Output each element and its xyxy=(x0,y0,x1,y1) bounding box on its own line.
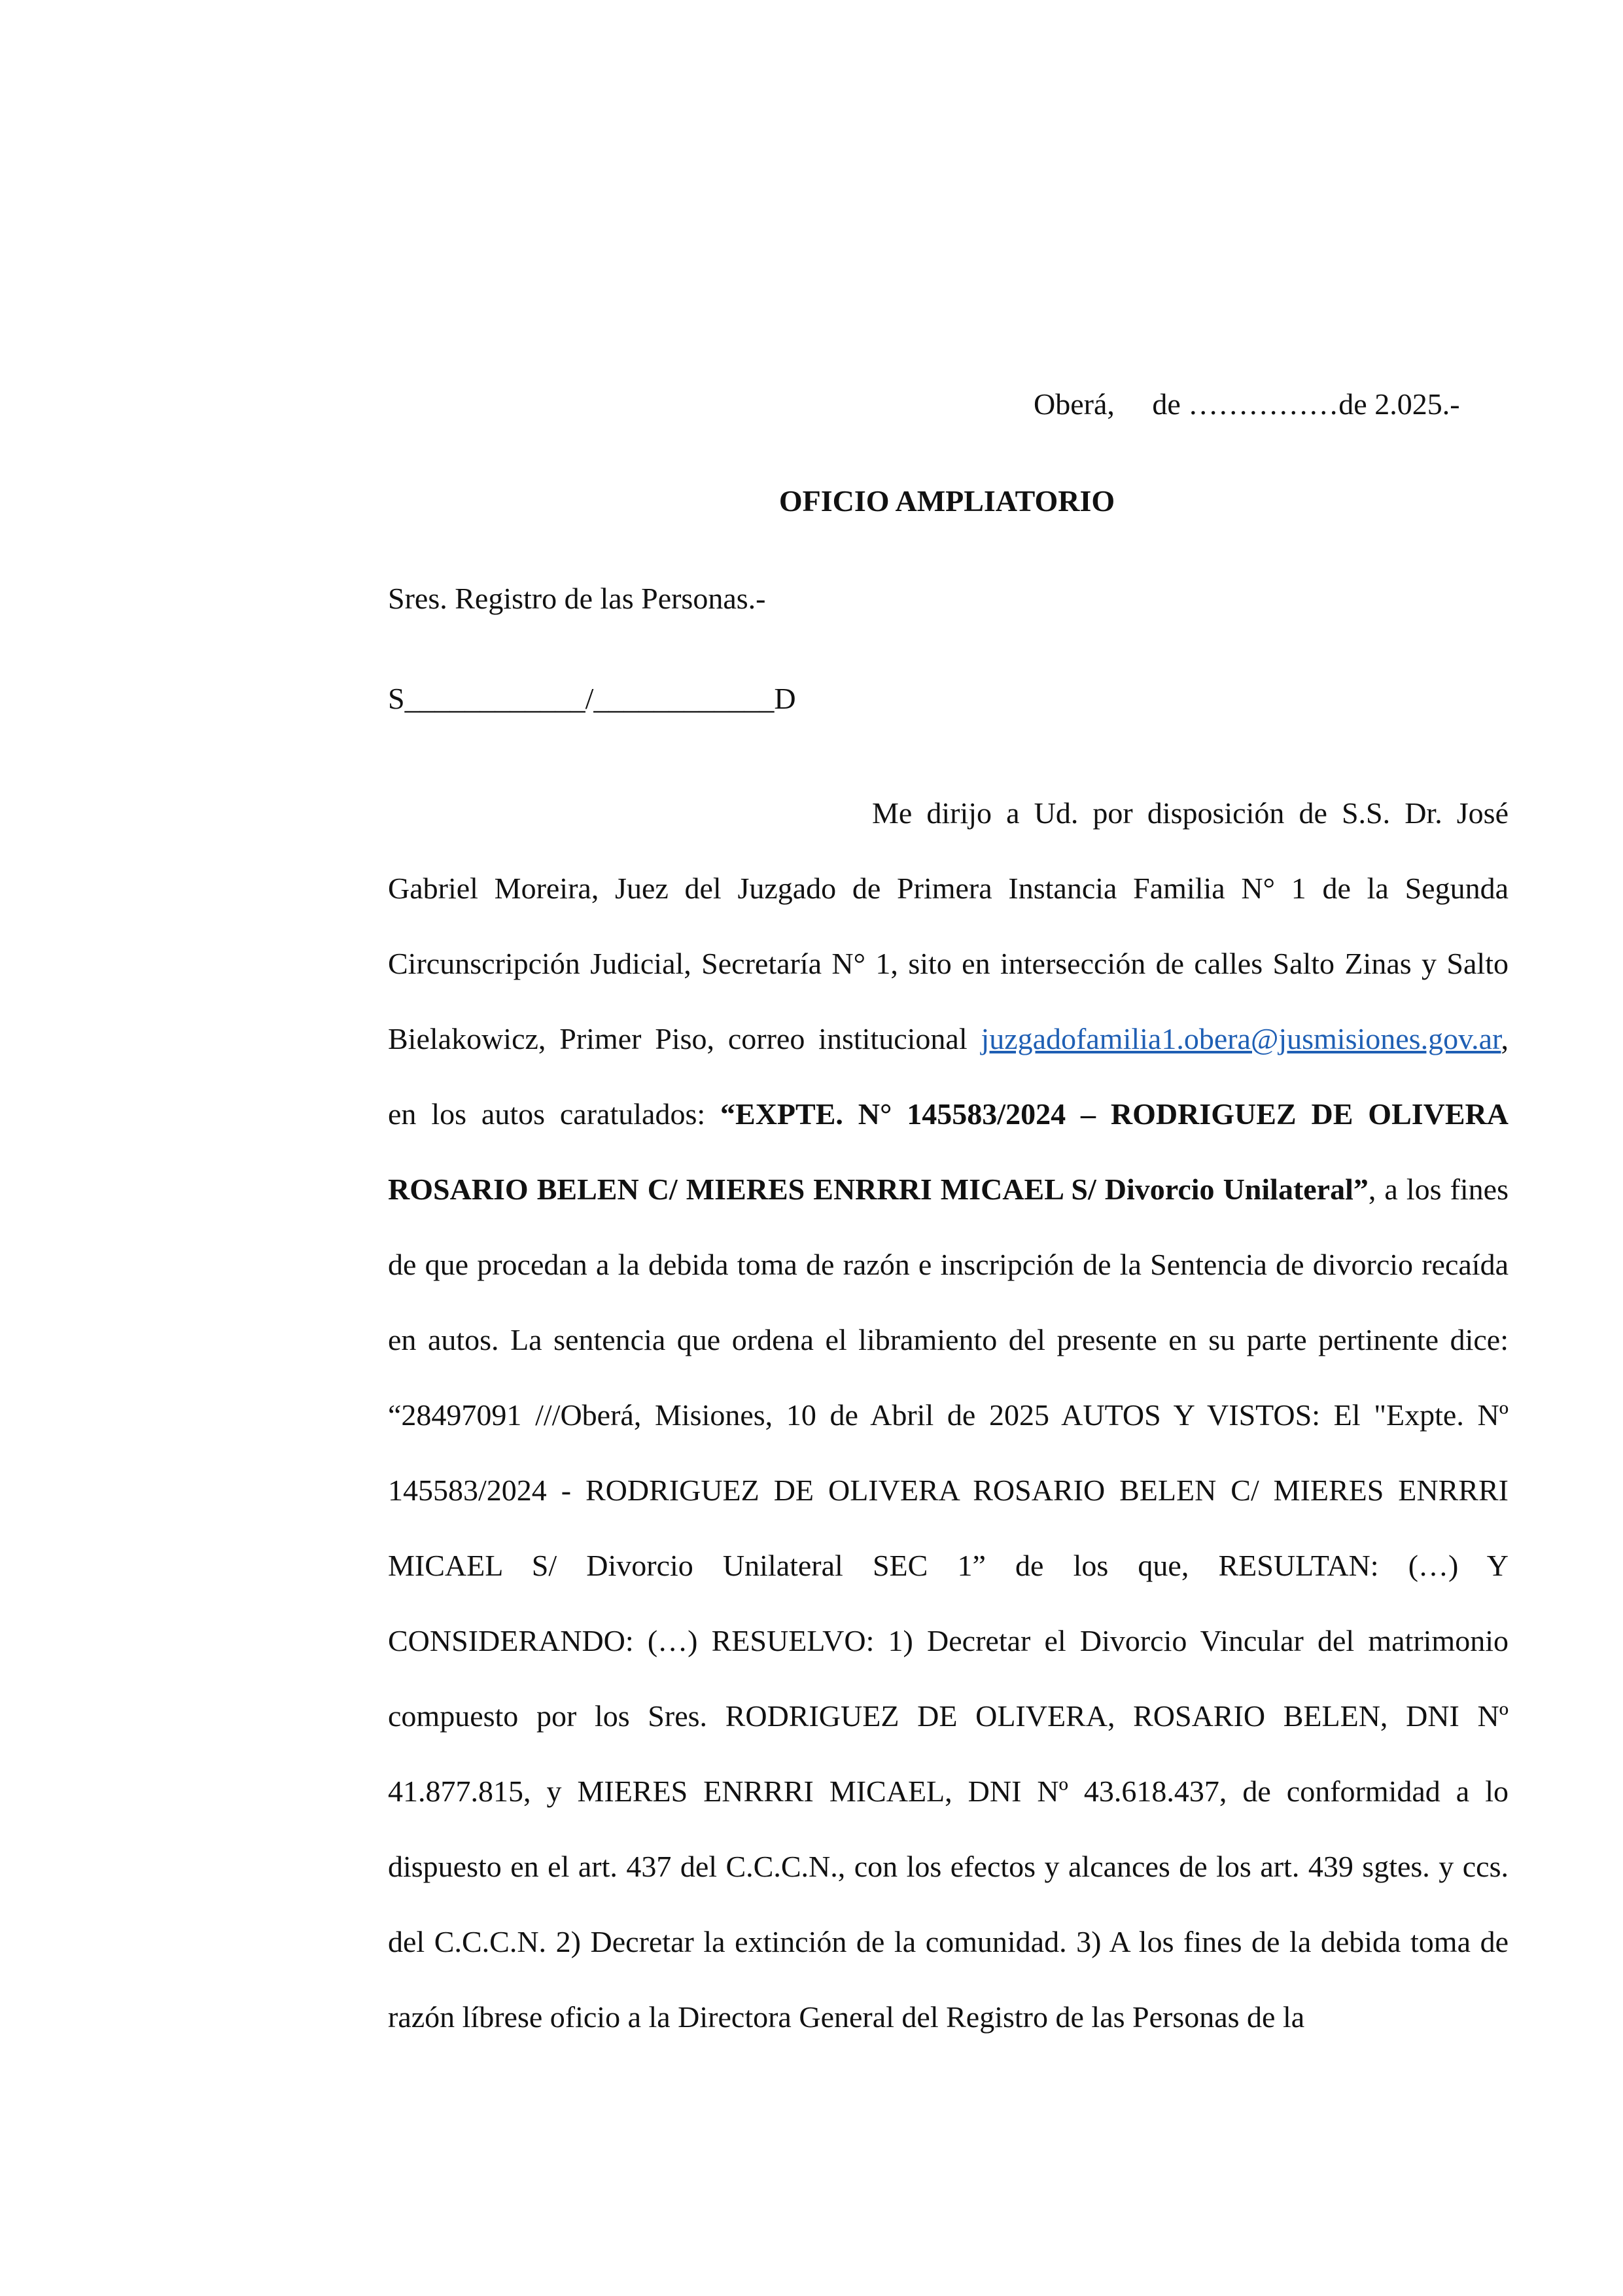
date-line: Oberá, de ……………de 2.025.- xyxy=(1034,387,1460,421)
case-title: “EXPTE. N° 145583/2024 – RODRIGUEZ DE OLIVERA ROSARIO BELEN C/ MIERES ENRRRI MICAEL S/ Divorcio Unilateral” xyxy=(388,1097,1509,1206)
addressee: Sres. Registro de las Personas.- xyxy=(388,582,766,615)
body-paragraph xyxy=(388,775,1509,2055)
email-link[interactable]: juzgadofamilia1.obera@jusmisiones.gov.ar xyxy=(981,1022,1501,1055)
salutation-line: S____________/____________D xyxy=(388,682,796,715)
document-title: OFICIO AMPLIATORIO xyxy=(778,484,1115,518)
body-sentence: , a los fines de que procedan a la debida toma de razón e inscripción de la Sentencia de divorcio recaída en autos. La sentencia que ordena el libramiento del presente en su parte pertinente dice: “28497091 ///Oberá, Misiones, 10 de Abril de 2025 AUTOS Y VISTOS: El "Expte. Nº 145583/2024 - RODRIGUEZ DE OLIVERA ROSARIO BELEN C/ MIERES ENRRRI MICAEL S/ Divorcio Unilateral SEC 1” de los que, RESULTAN: (…) Y CONSIDERANDO: (…) RESUELVO: 1) Decretar el Divorcio Vincular del matrimonio compuesto por los Sres. RODRIGUEZ DE OLIVERA, ROSARIO BELEN, DNI Nº 41.877.815, y MIERES ENRRRI MICAEL, DNI Nº 43.618.437, de conformidad a lo dispuesto en el art. 437 del C.C.C.N., con los efectos y alcances de los art. 439 sgtes. y ccs. del C.C.C.N. 2) Decretar la extinción de la comunidad. 3) A los fines de la debida toma de razón líbrese oficio a la Directora General del Registro de las Personas de la xyxy=(388,1173,1509,2034)
body-intro: Me dirijo a Ud. por disposición de S.S. Dr. José Gabriel Moreira, Juez del Juzgado de Primera Instancia Familia N° 1 de la Segunda Circunscripción Judicial, Secretaría N° 1, sito en intersección de calles Salto Zinas y Salto Bielakowicz, Primer Piso, correo institucional xyxy=(388,796,1509,1055)
body-autos: , en los autos caratulados: xyxy=(388,1022,1509,1131)
